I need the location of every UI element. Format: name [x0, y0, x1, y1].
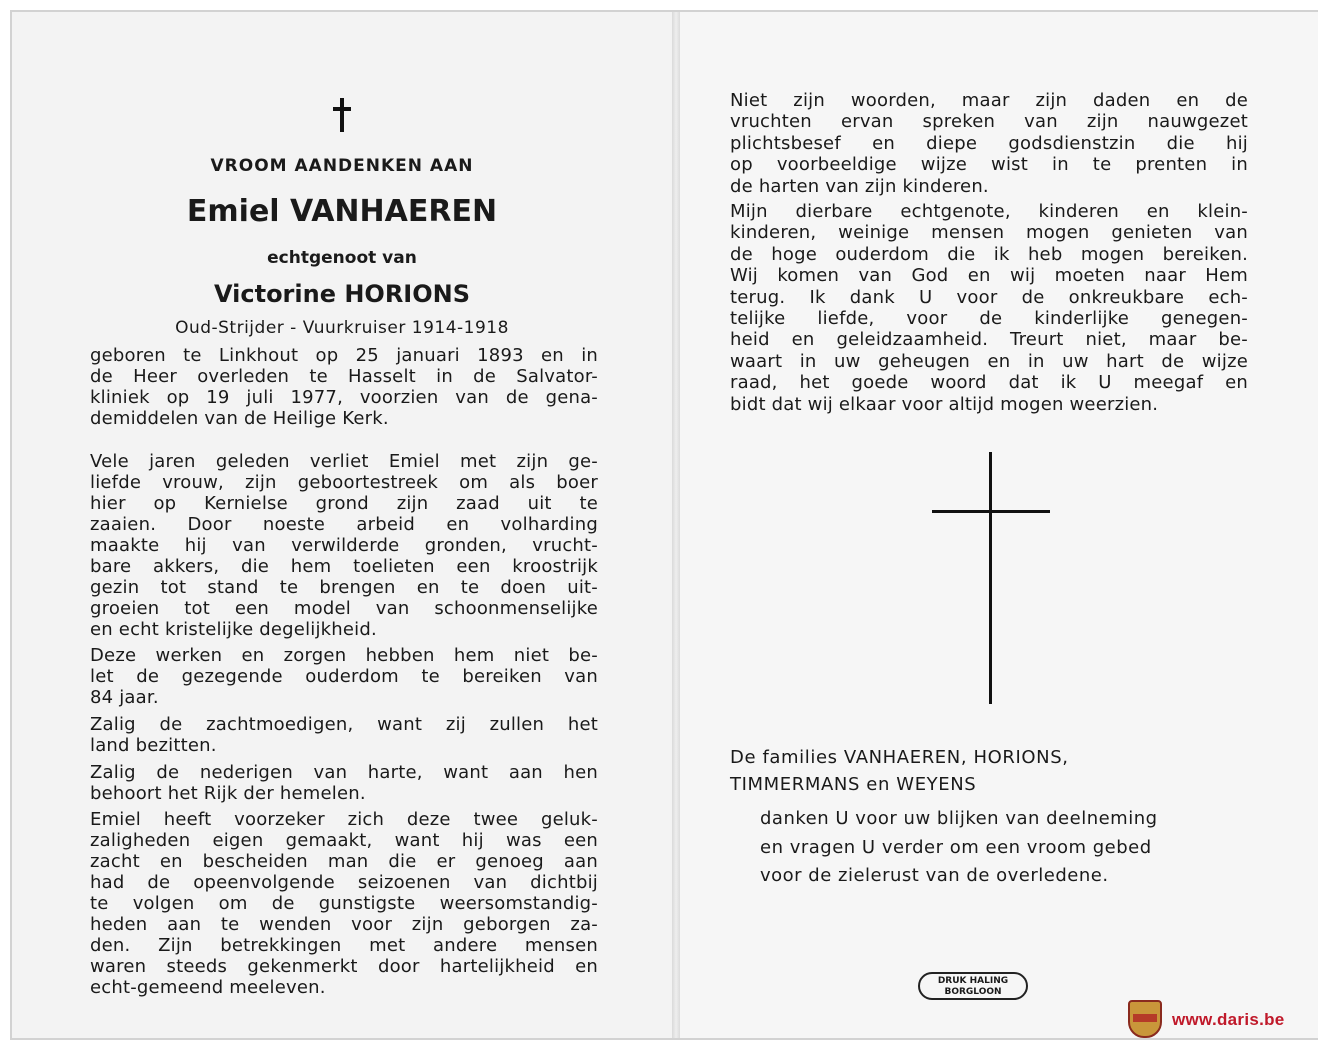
text-line: liefde vrouw, zijn geboortestreek om als boer [90, 472, 598, 493]
text-line: kinderen, weinige mensen mogen genieten van [730, 222, 1248, 244]
left-page [12, 12, 672, 1038]
farewell-paragraph [730, 201, 1248, 415]
text-line: plichtsbesef en diepe godsdienstzin die hij [730, 132, 1248, 154]
text-line: zacht en bescheiden man die er genoeg aan [90, 851, 598, 872]
text-line: te volgen om de gunstigste weersomstandig- [90, 893, 598, 914]
spouse-relation: echtgenoot van [267, 248, 417, 268]
text-line: den. Zijn betrekkingen met andere mensen [90, 935, 598, 956]
text-line: hier op Kernielse grond zijn zaad uit te [90, 493, 598, 514]
text-line: geboren te Linkhout op 25 januari 1893 en in [90, 345, 598, 366]
right-page [680, 12, 1318, 1038]
character-paragraph [90, 809, 598, 998]
text-line: Mijn dierbare echtgenote, kinderen en klein- [730, 201, 1248, 222]
text-line: en echt kristelijke degelijkheid. [90, 619, 377, 640]
text-line: telijke liefde, voor de kinderlijke genegen- [730, 307, 1248, 329]
text-line: Emiel heeft voorzeker zich deze twee geluk- [90, 809, 598, 830]
spouse-name: Victorine HORIONS [213, 280, 471, 308]
text-line: Niet zijn woorden, maar zijn daden en de [730, 90, 1248, 111]
text-line: groeien tot een model van schoonmenselijke [90, 598, 598, 619]
veteran-line: Oud-Strijder - Vuurkruiser 1914-1918 [175, 318, 509, 338]
beatitude-humble [90, 762, 598, 804]
text-line: raad, het goede woord dat ik U meegaf en [730, 372, 1248, 394]
families-line-1: De families VANHAEREN, HORIONS, [730, 747, 1069, 768]
watermark [1128, 1000, 1328, 1040]
families-line-2: TIMMERMANS en WEYENS [730, 774, 977, 795]
text-line: Wij komen van God en wij moeten naar Hem [730, 265, 1248, 287]
text-line: zaaien. Door noeste arbeid en volharding [90, 514, 598, 535]
birth-death-paragraph [90, 345, 598, 429]
text-line: echt-gemeend meeleven. [90, 977, 326, 998]
text-line: de harten van zijn kinderen. [730, 175, 989, 197]
text-line: bare akkers, die hem toelieten een kroostrijk [90, 556, 598, 577]
beatitude-meek [90, 714, 598, 756]
heading-vroom: VROOM AANDENKEN AAN [210, 156, 474, 176]
text-line: Vele jaren geleden verliet Emiel met zijn ge- [90, 451, 598, 472]
text-line: behoort het Rijk der hemelen. [90, 783, 366, 804]
text-line: kliniek op 19 juli 1977, voorzien van de gena- [90, 387, 598, 408]
text-line: let de gezegende ouderdom te bereiken van [90, 666, 598, 687]
deeds-paragraph [730, 90, 1248, 197]
watermark-url[interactable]: www.daris.be [1172, 1010, 1285, 1029]
card-fold [672, 12, 680, 1038]
text-line: demiddelen van de Heilige Kerk. [90, 408, 389, 429]
thanks-line-2: en vragen U verder om een vroom gebed [760, 837, 1152, 858]
text-line: heden aan te wenden voor zijn geborgen za- [90, 914, 598, 935]
text-line: maakte hij van verwilderde gronden, vrucht- [90, 535, 598, 556]
deceased-name: Emiel VANHAEREN [186, 194, 498, 229]
printer-town: BORGLOON [944, 987, 1002, 997]
text-line: de Heer overleden te Hasselt in de Salvator- [90, 366, 598, 387]
text-line: Zalig de nederigen van harte, want aan hen [90, 762, 598, 783]
text-line: zaligheden eigen gemaakt, want hij was een [90, 830, 598, 851]
text-line: gezin tot stand te brengen en te doen uit- [90, 577, 598, 598]
text-line: vruchten ervan spreken van zijn nauwgezet [730, 111, 1248, 133]
memorial-card [10, 10, 1318, 1040]
thanks-line-1: danken U voor uw blijken van deelneming [760, 808, 1158, 829]
text-line: 84 jaar. [90, 687, 159, 708]
large-cross-icon [910, 452, 1060, 707]
printer-stamp [918, 972, 1028, 1000]
text-line: waren steeds gekenmerkt door hartelijkheid en [90, 956, 598, 977]
text-line: Zalig de zachtmoedigen, want zij zullen het [90, 714, 598, 735]
age-paragraph [90, 645, 598, 708]
text-line: waart in uw geheugen en in uw hart de wijze [730, 350, 1248, 372]
small-cross-icon [332, 98, 352, 132]
life-paragraph [90, 451, 598, 640]
text-line: terug. Ik dank U voor de onkreukbare ech- [730, 286, 1248, 308]
text-line: heid en geleidzaamheid. Treurt niet, maar be- [730, 329, 1248, 351]
text-line: had de opeenvolgende seizoenen van dichtbij [90, 872, 598, 893]
text-line: Deze werken en zorgen hebben hem niet be- [90, 645, 598, 666]
printer-name: DRUK HALING [937, 976, 1009, 986]
text-line: de hoge ouderdom die ik heb mogen bereiken. [730, 243, 1248, 265]
text-line: land bezitten. [90, 735, 217, 756]
text-line: op voorbeeldige wijze wist in te prenten in [730, 154, 1248, 176]
thanks-line-3: voor de zielerust van de overledene. [760, 865, 1109, 886]
coat-of-arms-icon [1128, 1000, 1162, 1038]
text-line: bidt dat wij elkaar voor altijd mogen weerzien. [730, 393, 1159, 415]
